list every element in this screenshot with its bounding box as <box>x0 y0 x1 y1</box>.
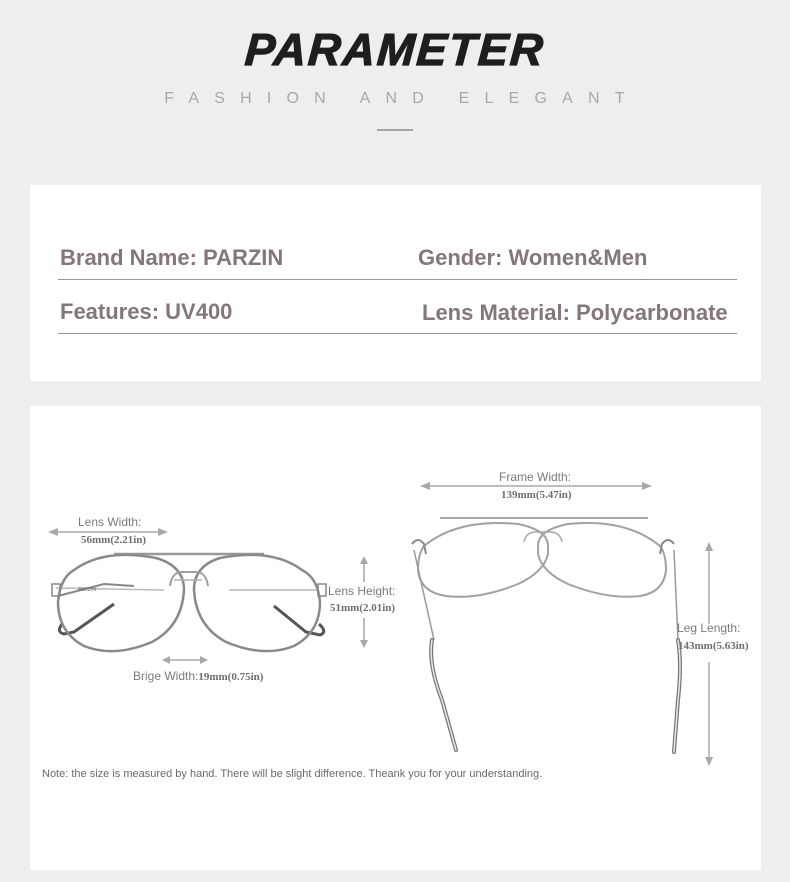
lens-height-label: Lens Height: <box>328 584 396 598</box>
spec-gender: Gender: Women&Men <box>418 245 648 270</box>
bridge-width-value: 19mm(0.75in) <box>198 671 264 683</box>
glasses-rear-view-icon <box>398 514 688 764</box>
spec-brand: Brand Name: PARZIN <box>60 245 284 270</box>
lens-height-arrow-down-icon <box>359 618 369 648</box>
leg-length-arrow-up-icon <box>704 542 714 624</box>
leg-length-label: Leg Length: <box>677 621 741 635</box>
dimensions-card <box>30 406 761 870</box>
bridge-width-label: Brige Width: <box>133 669 199 683</box>
lens-height-value: 51mm(2.01in) <box>330 602 396 614</box>
lens-width-value: 56mm(2.21in) <box>81 534 147 546</box>
page-title: PARAMETER <box>243 24 547 75</box>
glasses-front-view-icon <box>44 542 334 662</box>
page-subtitle: FASHION AND ELEGANT <box>164 90 640 107</box>
svg-text:PARZIN: PARZIN <box>78 587 96 593</box>
frame-width-value: 139mm(5.47in) <box>501 489 572 501</box>
specs-card <box>30 185 761 381</box>
bridge-width <box>133 667 263 685</box>
lens-height-arrow-up-icon <box>359 556 369 582</box>
lens-width-label: Lens Width: <box>78 515 142 529</box>
frame-width-label: Frame Width: <box>499 470 572 484</box>
spec-divider <box>58 333 737 334</box>
leg-length-arrow-down-icon <box>704 662 714 766</box>
title-divider <box>377 129 413 131</box>
bridge-width-arrow-icon <box>162 655 208 665</box>
measurement-note: Note: the size is measured by hand. There will be slight difference. Theank you for your understanding. <box>42 768 543 780</box>
spec-divider <box>58 279 737 280</box>
spec-lens-material: Lens Material: Polycarbonate <box>422 300 728 325</box>
spec-features: Features: UV400 <box>60 299 233 324</box>
leg-length-value: 143mm(5.63in) <box>678 640 749 652</box>
